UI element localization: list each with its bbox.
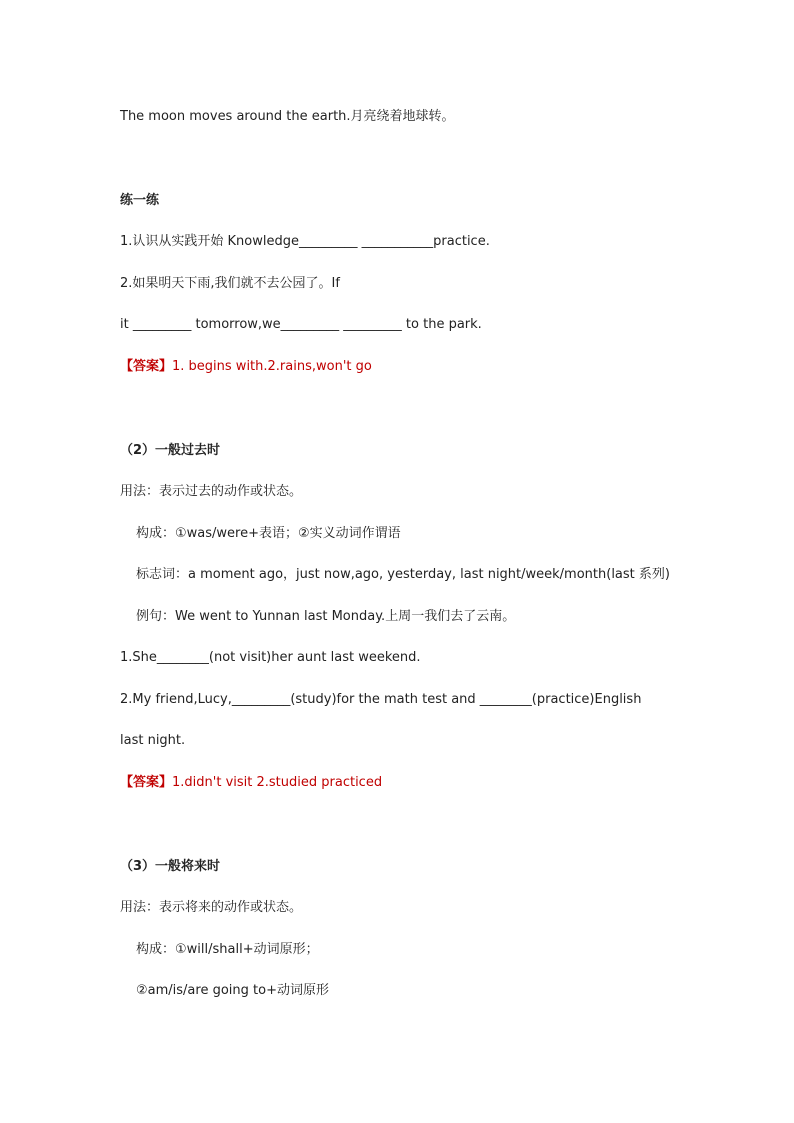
past-tense-usage: 用法：表示过去的动作或状态。 (120, 484, 303, 499)
past-tense-example: 例句：We went to Yunnan last Monday.上周一我们去了云南。 (136, 609, 516, 624)
practice-heading: 练一练 (120, 193, 160, 208)
practice-question-2-continued: it _________ tomorrow,we_________ _________ to the park. (120, 317, 482, 332)
past-question-2: 2.My friend,Lucy,_________(study)for the math test and ________(practice)English (120, 692, 642, 707)
past-question-1: 1.She________(not visit)her aunt last weekend. (120, 650, 421, 665)
practice-question-2: 2.如果明天下雨,我们就不去公园了。If (120, 276, 340, 291)
future-tense-heading: （3）一般将来时 (120, 859, 221, 874)
answer-tag: 【答案】 (120, 775, 173, 790)
example-moon-sentence: The moon moves around the earth.月亮绕着地球转。 (120, 109, 455, 124)
answer-text: 1. begins with.2.rains,won't go (172, 359, 372, 374)
answer-tag: 【答案】 (120, 359, 173, 374)
answer-block-2 (120, 774, 382, 792)
future-tense-structure-1: 构成：①will/shall+动词原形； (136, 942, 319, 957)
future-tense-usage: 用法：表示将来的动作或状态。 (120, 900, 303, 915)
answer-block-1 (120, 358, 372, 376)
future-tense-structure-2: ②am/is/are going to+动词原形 (136, 983, 329, 998)
answer-text: 1.didn't visit 2.studied practiced (172, 775, 383, 790)
past-tense-heading: （2）一般过去时 (120, 443, 221, 458)
past-tense-signal-words: 标志词：a moment ago，just now,ago, yesterday, last night/week/month(last 系列) (136, 567, 670, 582)
practice-question-1: 1.认识从实践开始 Knowledge_________ ___________practice. (120, 234, 490, 249)
past-question-2-continued: last night. (120, 733, 186, 748)
past-tense-structure: 构成：①was/were+表语；②实义动词作谓语 (136, 526, 401, 541)
